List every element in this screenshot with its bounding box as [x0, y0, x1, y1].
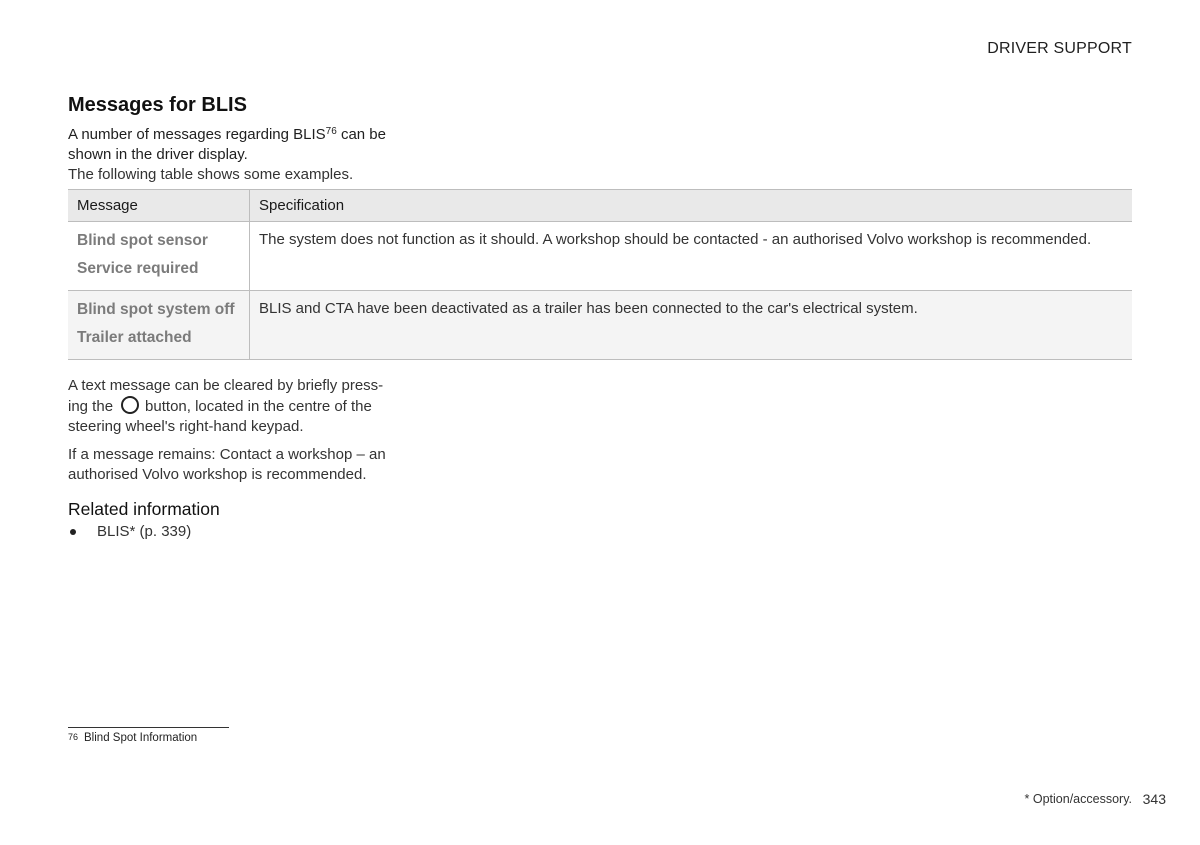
message-line: Service required [77, 260, 199, 277]
table-row [68, 222, 1132, 291]
related-link[interactable]: BLIS* (p. 339) [97, 523, 192, 540]
paragraph-text: A text message can be cleared by briefly press-ing the [68, 377, 384, 415]
specification-text: The system does not function as it should. A workshop should be contacted - an authorised Volvo workshop is recommended. [259, 231, 1092, 248]
intro-paragraph [68, 125, 408, 165]
bullet-icon [70, 529, 76, 535]
table-header-row [68, 190, 1132, 222]
footnote-number: 76 [68, 732, 79, 742]
intro-text-before: A number of messages regarding BLIS [68, 126, 326, 143]
option-note: * Option/accessory. [1024, 792, 1132, 806]
paragraph-text: button, located in the centre of the steering wheel's right-hand keypad. [68, 398, 372, 435]
message-line: Blind spot sensor [77, 232, 208, 249]
workshop-paragraph: If a message remains: Contact a workshop – an authorised Volvo workshop is recommended. [68, 446, 386, 483]
footnote-text: Blind Spot Information [84, 732, 198, 744]
circle-button-icon [121, 396, 139, 414]
specification-cell [250, 291, 1133, 360]
section-header: DRIVER SUPPORT [987, 40, 1132, 57]
message-cell [68, 291, 250, 360]
column-header-message: Message [68, 190, 250, 222]
footnote-reference[interactable]: 76 [325, 126, 337, 137]
specification-text: BLIS and CTA have been deactivated as a trailer has been connected to the car's electrical system. [259, 300, 918, 317]
related-list [68, 522, 1132, 542]
message-line: Trailer attached [77, 329, 192, 346]
body-text [68, 376, 393, 485]
messages-table [68, 189, 1132, 360]
footnote [68, 732, 197, 744]
column-header-specification: Specification [250, 190, 1133, 222]
clear-message-paragraph [68, 376, 393, 437]
footnote-divider [68, 727, 229, 728]
message-cell [68, 222, 250, 291]
related-heading: Related information [68, 499, 220, 519]
page-number: 343 [1142, 791, 1166, 807]
specification-cell [250, 222, 1133, 291]
page-title: Messages for BLIS [68, 94, 247, 116]
intro-text-after: can be shown in the driver display. [68, 126, 386, 163]
table-caption: The following table shows some examples. [68, 166, 354, 183]
related-item[interactable] [68, 522, 1132, 542]
message-line: Blind spot system off [77, 301, 235, 318]
table-row [68, 291, 1132, 360]
page-content [68, 94, 1132, 542]
